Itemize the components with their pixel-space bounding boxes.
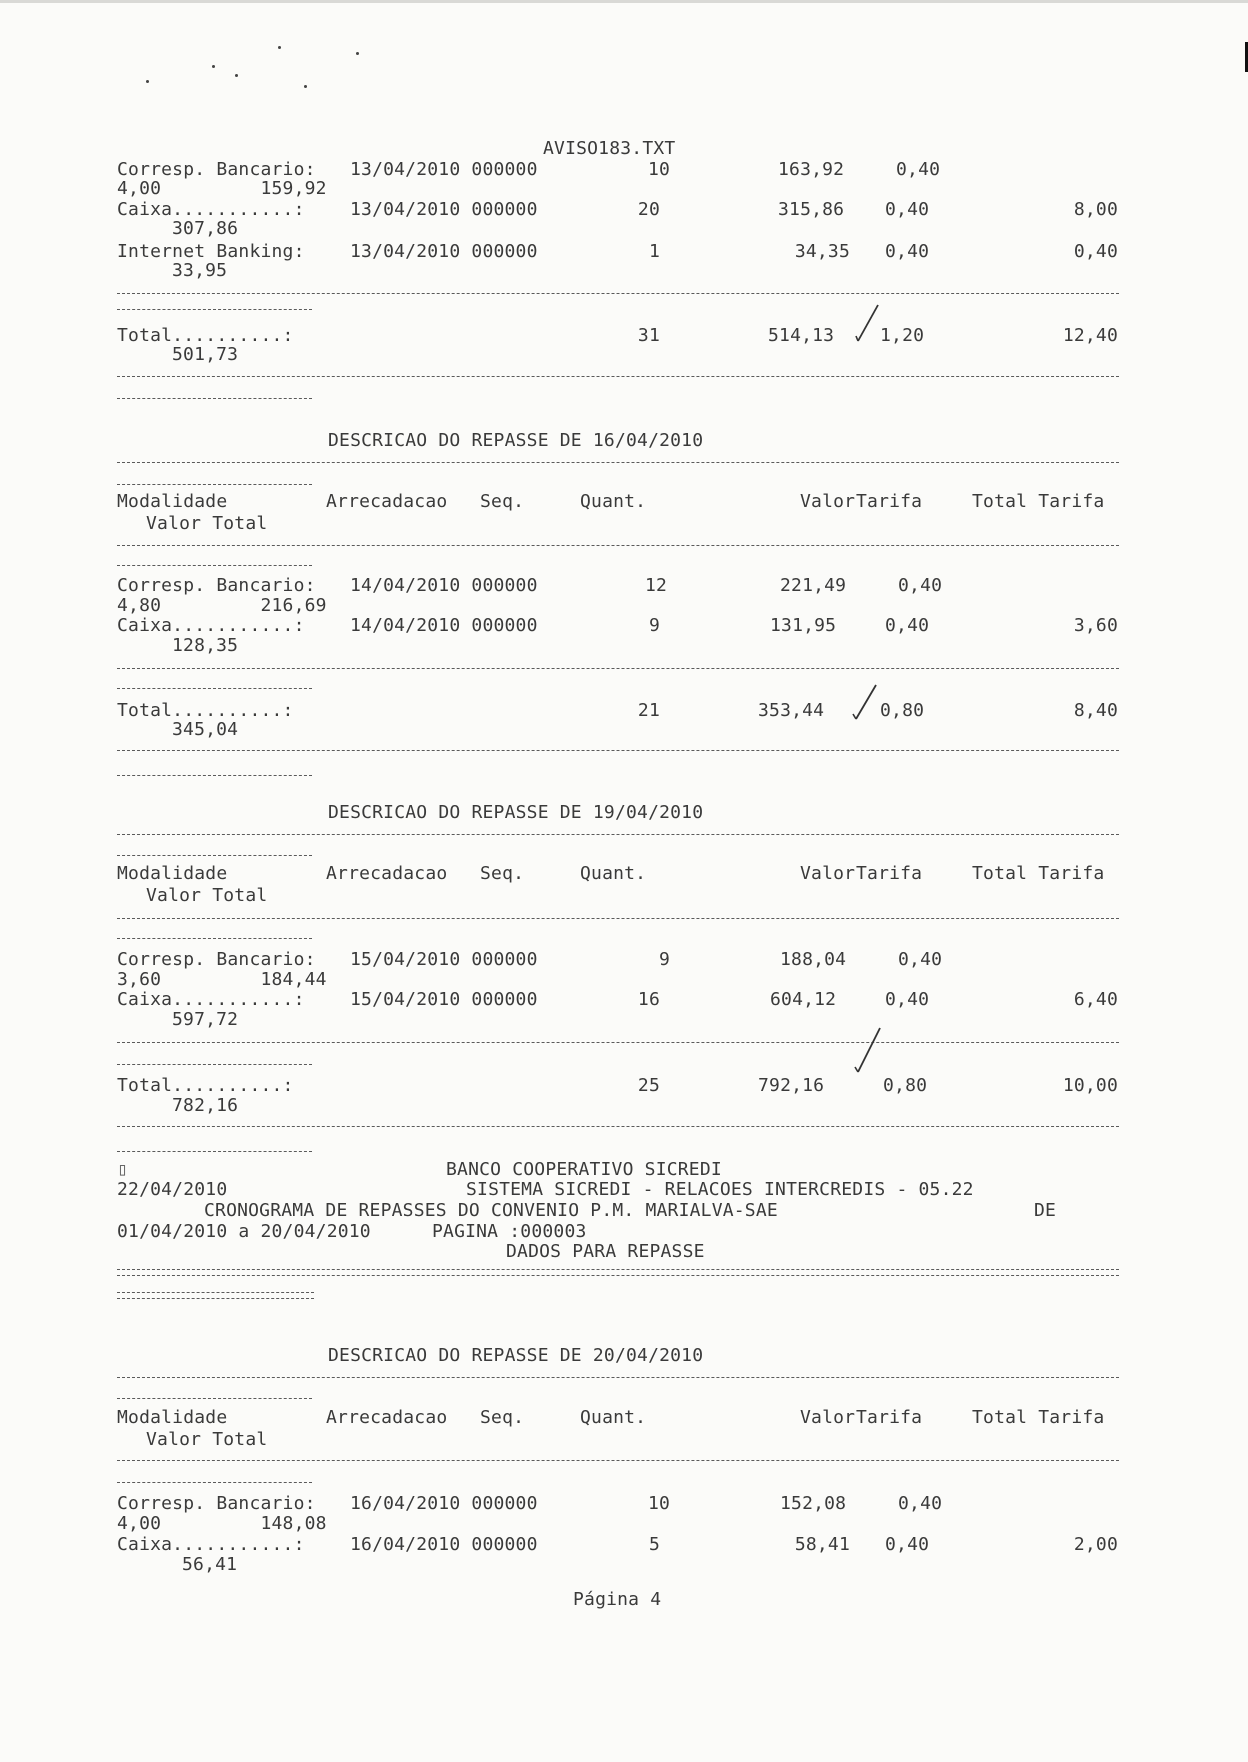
date-seq-cell: 15/04/2010 000000 <box>350 989 538 1010</box>
modalidade-cell: Corresp. Bancario: <box>117 949 316 970</box>
scan-speck <box>235 74 238 77</box>
header-quant: Quant. <box>580 491 647 512</box>
modalidade-cell: Internet Banking: <box>117 241 305 262</box>
total-valor-total: 501,73 <box>172 344 239 365</box>
dashed-separator <box>117 1126 1119 1127</box>
header-arrecadacao: Arrecadacao <box>326 491 448 512</box>
valor-cell: 58,41 <box>794 1534 850 1555</box>
modalidade-cell: Corresp. Bancario: <box>117 575 316 596</box>
dashed-separator <box>117 918 1119 919</box>
header-quant: Quant. <box>580 1407 647 1428</box>
dashed-separator <box>117 1151 312 1152</box>
total-total-tarifa: 8,40 <box>1073 700 1118 721</box>
valor-cell: 34,35 <box>794 241 850 262</box>
header-tarifa: Tarifa <box>856 491 923 512</box>
total-tarifa: 0,80 <box>883 1075 928 1096</box>
system-name: SISTEMA SICREDI - RELACOES INTERCREDIS - 05.22 <box>466 1179 974 1200</box>
section-title: DESCRICAO DO REPASSE DE 20/04/2010 <box>328 1345 704 1366</box>
dashed-separator <box>117 545 1119 546</box>
row-second-line: 4,00 159,92 <box>117 178 327 199</box>
header-modalidade: Modalidade <box>117 863 228 884</box>
total-tarifa: 1,20 <box>880 325 925 346</box>
tarifa-cell: 0,40 <box>898 575 943 596</box>
date-seq-cell: 13/04/2010 000000 <box>350 241 538 262</box>
total-valor: 792,16 <box>758 1075 825 1096</box>
dashed-separator <box>117 1460 1119 1461</box>
header-quant: Quant. <box>580 863 647 884</box>
tarifa-cell: 0,40 <box>885 241 930 262</box>
header-valor: Valor <box>800 491 856 512</box>
page-footer: Página 4 <box>573 1589 662 1610</box>
modalidade-cell: Corresp. Bancario: <box>117 159 316 180</box>
dashed-separator <box>117 309 312 310</box>
row-second-line: 307,86 <box>172 218 239 239</box>
bank-name: BANCO COOPERATIVO SICREDI <box>446 1159 722 1180</box>
valor-cell: 188,04 <box>780 949 847 970</box>
total-valor-total: 782,16 <box>172 1095 239 1116</box>
section-title: DESCRICAO DO REPASSE DE 19/04/2010 <box>328 802 704 823</box>
dashed-separator <box>117 293 1119 294</box>
row-second-line: 33,95 <box>172 260 228 281</box>
tarifa-cell: 0,40 <box>885 989 930 1010</box>
dashed-separator <box>117 484 312 485</box>
scan-speck <box>356 52 359 55</box>
valor-cell: 315,86 <box>778 199 845 220</box>
dashed-separator <box>117 855 312 856</box>
dashed-separator <box>117 1064 312 1065</box>
total-label: Total..........: <box>117 1075 294 1096</box>
row-second-line: 56,41 <box>182 1554 238 1575</box>
scan-speck <box>146 80 149 83</box>
total-tarifa-cell: 3,60 <box>1073 615 1118 636</box>
double-separator <box>117 1292 314 1299</box>
quant-cell: 5 <box>648 1534 660 1555</box>
checkmark-icon <box>848 1026 884 1076</box>
tarifa-cell: 0,40 <box>885 1534 930 1555</box>
total-tarifa-cell: 0,40 <box>1073 241 1118 262</box>
row-second-line: 3,60 184,44 <box>117 969 327 990</box>
page-number: PAGINA :000003 <box>432 1221 587 1242</box>
date-seq-cell: 16/04/2010 000000 <box>350 1493 538 1514</box>
modalidade-cell: Corresp. Bancario: <box>117 1493 316 1514</box>
header-arrecadacao: Arrecadacao <box>326 863 448 884</box>
header-tarifa: Tarifa <box>856 1407 923 1428</box>
tarifa-cell: 0,40 <box>898 949 943 970</box>
date-seq-cell: 16/04/2010 000000 <box>350 1534 538 1555</box>
scan-speck <box>212 65 215 68</box>
header-valor: Valor <box>800 1407 856 1428</box>
valor-cell: 152,08 <box>780 1493 847 1514</box>
row-second-line: 597,72 <box>172 1009 239 1030</box>
quant-cell: 9 <box>648 615 660 636</box>
dados-title: DADOS PARA REPASSE <box>506 1241 705 1262</box>
header-modalidade: Modalidade <box>117 491 228 512</box>
tarifa-cell: 0,40 <box>896 159 941 180</box>
section-title: DESCRICAO DO REPASSE DE 16/04/2010 <box>328 430 704 451</box>
valor-cell: 163,92 <box>778 159 845 180</box>
valor-cell: 604,12 <box>770 989 837 1010</box>
date-seq-cell: 13/04/2010 000000 <box>350 159 538 180</box>
modalidade-cell: Caixa...........: <box>117 199 305 220</box>
quant-cell: 1 <box>648 241 660 262</box>
header-total-tarifa: Total Tarifa <box>972 863 1105 884</box>
dashed-separator <box>117 1398 312 1399</box>
row-second-line: 4,80 216,69 <box>117 595 327 616</box>
total-valor: 514,13 <box>768 325 835 346</box>
report-title: CRONOGRAMA DE REPASSES DO CONVENIO P.M. MARIALVA-SAE <box>204 1200 778 1221</box>
total-tarifa-cell: 8,00 <box>1073 199 1118 220</box>
tarifa-cell: 0,40 <box>885 615 930 636</box>
header-total-tarifa: Total Tarifa <box>972 1407 1105 1428</box>
row-second-line: 4,00 148,08 <box>117 1513 327 1534</box>
double-separator <box>117 1269 1119 1276</box>
scan-speck <box>278 46 281 49</box>
quant-cell: 10 <box>648 159 671 180</box>
modalidade-cell: Caixa...........: <box>117 615 305 636</box>
total-label: Total..........: <box>117 700 294 721</box>
quant-cell: 10 <box>648 1493 671 1514</box>
date-seq-cell: 13/04/2010 000000 <box>350 199 538 220</box>
total-quant: 21 <box>637 700 660 721</box>
date-seq-cell: 15/04/2010 000000 <box>350 949 538 970</box>
quant-cell: 20 <box>637 199 660 220</box>
total-valor: 353,44 <box>758 700 825 721</box>
total-tarifa-cell: 2,00 <box>1073 1534 1118 1555</box>
header-seq: Seq. <box>480 863 525 884</box>
modalidade-cell: Caixa...........: <box>117 1534 305 1555</box>
dashed-separator <box>117 1482 312 1483</box>
tarifa-cell: 0,40 <box>898 1493 943 1514</box>
header-modalidade: Modalidade <box>117 1407 228 1428</box>
header-valor-total: Valor Total <box>146 513 268 534</box>
quant-cell: 16 <box>637 989 660 1010</box>
valor-cell: 221,49 <box>780 575 847 596</box>
quant-cell: 9 <box>658 949 670 970</box>
row-second-line: 128,35 <box>172 635 239 656</box>
header-valor-total: Valor Total <box>146 885 268 906</box>
header-arrecadacao: Arrecadacao <box>326 1407 448 1428</box>
date-seq-cell: 14/04/2010 000000 <box>350 575 538 596</box>
dashed-separator <box>117 462 1119 463</box>
total-quant: 31 <box>637 325 660 346</box>
dashed-separator <box>117 398 312 399</box>
scan-speck <box>304 85 307 88</box>
date-seq-cell: 14/04/2010 000000 <box>350 615 538 636</box>
dashed-separator <box>117 750 1119 751</box>
dashed-separator <box>117 668 1119 669</box>
header-seq: Seq. <box>480 1407 525 1428</box>
file-header: AVISO183.TXT <box>543 138 676 159</box>
dashed-separator <box>117 688 312 689</box>
header-valor-total: Valor Total <box>146 1429 268 1450</box>
dashed-separator <box>117 938 312 939</box>
page-break-marker: ▯ <box>117 1159 129 1180</box>
dashed-separator <box>117 775 312 776</box>
header-valor: Valor <box>800 863 856 884</box>
dashed-separator <box>117 1377 1119 1378</box>
report-period: 01/04/2010 a 20/04/2010 <box>117 1221 371 1242</box>
header-tarifa: Tarifa <box>856 863 923 884</box>
total-tarifa: 0,80 <box>880 700 925 721</box>
total-valor-total: 345,04 <box>172 719 239 740</box>
total-tarifa-cell: 6,40 <box>1073 989 1118 1010</box>
report-title-de: DE <box>1034 1200 1057 1221</box>
header-seq: Seq. <box>480 491 525 512</box>
total-total-tarifa: 10,00 <box>1062 1075 1118 1096</box>
total-quant: 25 <box>637 1075 660 1096</box>
dashed-separator <box>117 376 1119 377</box>
total-total-tarifa: 12,40 <box>1062 325 1118 346</box>
header-total-tarifa: Total Tarifa <box>972 491 1105 512</box>
quant-cell: 12 <box>645 575 668 596</box>
checkmark-icon <box>848 303 884 345</box>
dashed-separator <box>117 1042 1119 1043</box>
tarifa-cell: 0,40 <box>885 199 930 220</box>
valor-cell: 131,95 <box>770 615 837 636</box>
modalidade-cell: Caixa...........: <box>117 989 305 1010</box>
dashed-separator <box>117 834 1119 835</box>
total-label: Total..........: <box>117 325 294 346</box>
report-date: 22/04/2010 <box>117 1179 228 1200</box>
checkmark-icon <box>848 683 880 723</box>
dashed-separator <box>117 565 312 566</box>
